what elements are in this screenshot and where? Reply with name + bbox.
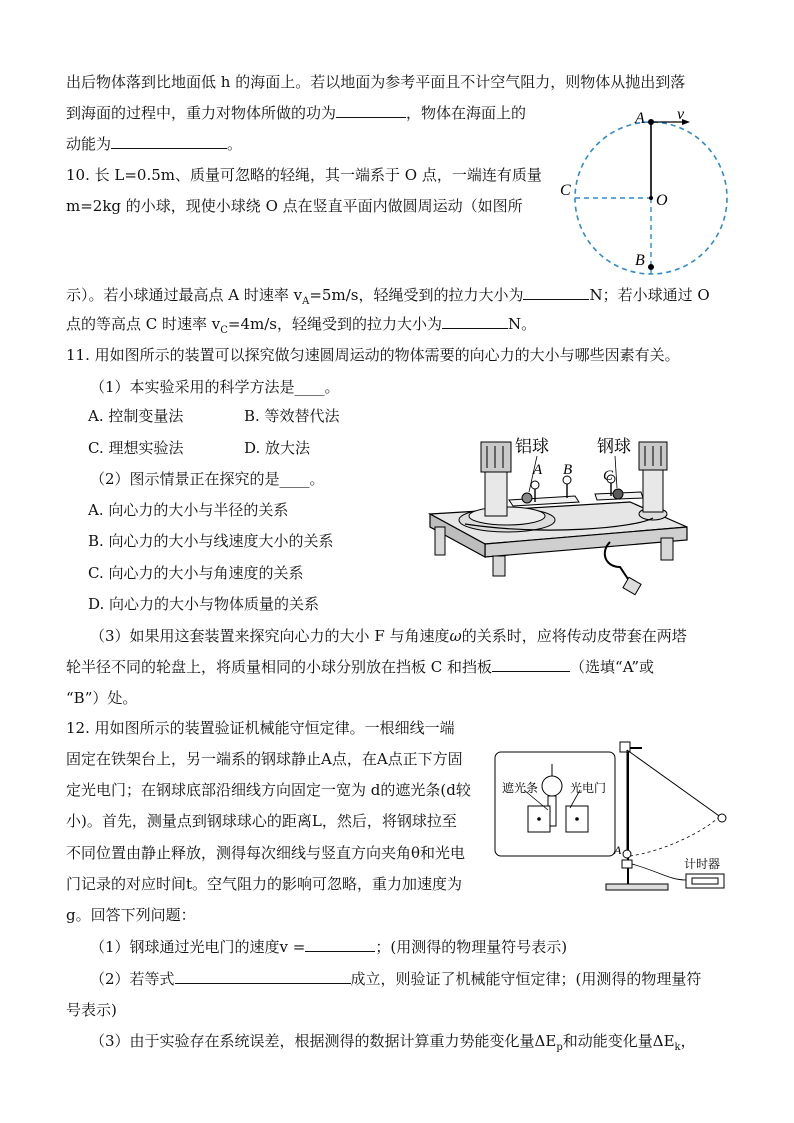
q10-blank-a[interactable] xyxy=(523,285,589,300)
q10-line4 xyxy=(66,314,536,341)
q11-p1-option-d[interactable]: D. 放大法 xyxy=(244,439,311,457)
q9-line3-text: 动能为 xyxy=(66,135,112,153)
q11-p2: （2）图示情景正在探究的是____。 xyxy=(90,470,325,488)
label-v: v xyxy=(677,106,685,123)
label-aluminum: 铝球 xyxy=(515,437,549,456)
q11-p2-option-c[interactable]: C. 向心力的大小与角速度的关系 xyxy=(88,564,304,582)
q12-p1-b: ；(用测得的物理量符号表示) xyxy=(375,938,568,956)
q11-blank-baffle[interactable] xyxy=(492,657,570,672)
q11-p1-option-b[interactable]: B. 等效替代法 xyxy=(244,407,340,425)
q12-apparatus-figure xyxy=(490,732,740,897)
leg-1 xyxy=(435,527,445,555)
point-o xyxy=(649,196,653,200)
q9-blank-work[interactable] xyxy=(336,103,406,118)
label-light-strip: 遮光条 xyxy=(502,781,539,795)
label-c: C xyxy=(603,468,614,484)
baffle-a-knob xyxy=(531,481,539,489)
swing-arc xyxy=(630,818,718,856)
q12-p2-cont: 号表示) xyxy=(66,1001,117,1019)
aluminum-ball xyxy=(522,493,532,503)
label-a: A xyxy=(635,110,645,127)
q11-p3-line1 xyxy=(90,626,687,646)
q11-p2-option-d[interactable]: D. 向心力的大小与物体质量的关系 xyxy=(88,595,320,613)
q10-circle-figure xyxy=(550,105,740,275)
inset-ball xyxy=(542,776,562,796)
timer-display xyxy=(692,878,718,884)
q10-line3-c: N；若小球通过 O xyxy=(589,286,710,304)
inset-dot-right xyxy=(575,817,579,821)
q11-apparatus-figure xyxy=(425,432,695,602)
q11-p3-line2 xyxy=(66,657,654,677)
q9-line2-text: 到海面的过程中，重力对物体所做的功为 xyxy=(66,104,337,122)
label-b: B xyxy=(563,462,573,478)
label-photogate: 光电门 xyxy=(570,781,607,795)
q11-stem: 11. 用如图所示的装置可以探究做匀速圆周运动的物体需要的向心力的大小与哪些因素有关。 xyxy=(66,346,680,364)
q12-p3 xyxy=(90,1031,696,1058)
point-a xyxy=(648,119,654,125)
label-timer: 计时器 xyxy=(684,857,721,871)
leg-2 xyxy=(493,556,505,576)
label-o: O xyxy=(656,192,668,209)
label-a: A xyxy=(533,462,543,478)
q11-omega: ω xyxy=(449,627,462,645)
inset-dot-left xyxy=(537,817,541,821)
q12-line3: 定光电门；在钢球底部沿细线方向固定一宽为 d的遮光条(d较 xyxy=(66,781,471,799)
q12-line1: 12. 用如图所示的装置验证机械能守恒定律。一根细线一端 xyxy=(66,719,455,737)
ball-at-a xyxy=(623,850,631,858)
q10-line3-a: 示）。若小球通过最高点 A 时速率 v xyxy=(66,286,303,304)
label-b: B xyxy=(635,252,645,269)
crank xyxy=(605,542,630,582)
q10-line3-b: =5m/s，轻绳受到的拉力大小为 xyxy=(309,286,524,304)
q12-line5: 不同位置由静止释放，测得每次细线与竖直方向夹角θ和光电 xyxy=(66,844,466,862)
point-b xyxy=(648,264,654,270)
q12-p1-a: （1）钢球通过光电门的速度v = xyxy=(90,938,306,956)
photogate-small xyxy=(622,860,632,868)
q10-line4-c: N。 xyxy=(508,315,537,333)
string-swung xyxy=(627,750,722,818)
left-scale xyxy=(481,442,511,472)
q12-blank-eq[interactable] xyxy=(175,969,351,984)
q10-line2: m=2kg 的小球，现使小球绕 O 点在竖直平面内做圆周运动（如图所 xyxy=(66,197,523,215)
q11-p1-option-c[interactable]: C. 理想实验法 xyxy=(88,439,184,457)
q10-line1: 10. 长 L=0.5m、质量可忽略的轻绳，其一端系于 O 点，一端连有质量 xyxy=(66,166,542,184)
q11-p3-l2b: （选填“A”或 xyxy=(570,658,654,676)
q11-p1-option-a[interactable]: A. 控制变量法 xyxy=(88,407,184,425)
swung-ball xyxy=(718,814,726,822)
label-c: C xyxy=(560,182,571,199)
q12-sub-p: p xyxy=(556,1042,563,1053)
q11-p3-l1a: （3）如果用这套装置来探究向心力的大小 F 与角速度 xyxy=(90,627,450,645)
q10-sub-a: A xyxy=(302,296,310,307)
q11-p1: （1）本实验采用的科学方法是____。 xyxy=(90,378,340,396)
q9-line1: 出后物体落到比地面低 h 的海面上。若以地面为参考平面且不计空气阻力，则物体从抛出到落 xyxy=(66,73,686,91)
q12-p3-a: （3）由于实验存在系统误差，根据测得的数据计算重力势能变化量ΔE xyxy=(90,1032,557,1050)
q10-blank-c[interactable] xyxy=(442,314,508,329)
q12-p2 xyxy=(90,969,701,989)
q10-line3 xyxy=(66,285,710,312)
q12-line4: 小)。首先，测量点到钢球球心的距离L，然后，将钢球拉至 xyxy=(66,812,457,830)
q9-line2-text-b: ，物体在海面上的 xyxy=(406,104,527,122)
timer-cable xyxy=(632,864,686,880)
steel-ball xyxy=(613,489,623,499)
q9-blank-ke[interactable] xyxy=(111,134,227,149)
q12-line2: 固定在铁架台上，另一端系的钢球静止A点，在A点正下方固 xyxy=(66,750,463,768)
steel-pointer xyxy=(615,456,617,488)
q12-line7: g。回答下列问题： xyxy=(66,906,196,924)
q12-p2-a: （2）若等式 xyxy=(90,970,175,988)
stand-base xyxy=(606,884,668,890)
q12-sub-k: k xyxy=(674,1042,681,1053)
left-arm xyxy=(509,496,579,506)
q10-line4-a: 点的等高点 C 时速率 v xyxy=(66,315,221,333)
q11-p3-l1b: 的关系时，应将传动皮带套在两塔 xyxy=(461,627,687,645)
q10-line4-b: =4m/s，轻绳受到的拉力大小为 xyxy=(227,315,443,333)
q10-sub-c: C xyxy=(220,325,228,336)
q12-p1 xyxy=(90,937,567,957)
q12-p3-e: ， xyxy=(680,1032,696,1050)
q9-line3-end: 。 xyxy=(227,135,243,153)
q9-line3 xyxy=(66,134,242,154)
q12-p2-b: 成立，则验证了机械能守恒定律；(用测得的物理量符 xyxy=(350,970,702,988)
q11-p3-l2a: 轮半径不同的轮盘上，将质量相同的小球分别放在挡板 C 和挡板 xyxy=(66,658,493,676)
q11-p3-line3: “B”）处。 xyxy=(66,689,138,707)
left-sleeve xyxy=(485,468,507,516)
q9-line2 xyxy=(66,103,526,123)
leg-3 xyxy=(661,538,673,560)
q12-line6: 门记录的对应时间t。空气阻力的影响可忽略，重力加速度为 xyxy=(66,875,463,893)
crank-handle-icon[interactable] xyxy=(623,577,641,594)
label-a: A xyxy=(614,843,622,857)
q12-p3-m: 和动能变化量ΔE xyxy=(562,1032,675,1050)
q11-p2-option-a[interactable]: A. 向心力的大小与半径的关系 xyxy=(88,501,289,519)
label-steel: 钢球 xyxy=(597,437,631,456)
q12-blank-v[interactable] xyxy=(305,937,375,952)
q11-p2-option-b[interactable]: B. 向心力的大小与线速度大小的关系 xyxy=(88,532,334,550)
